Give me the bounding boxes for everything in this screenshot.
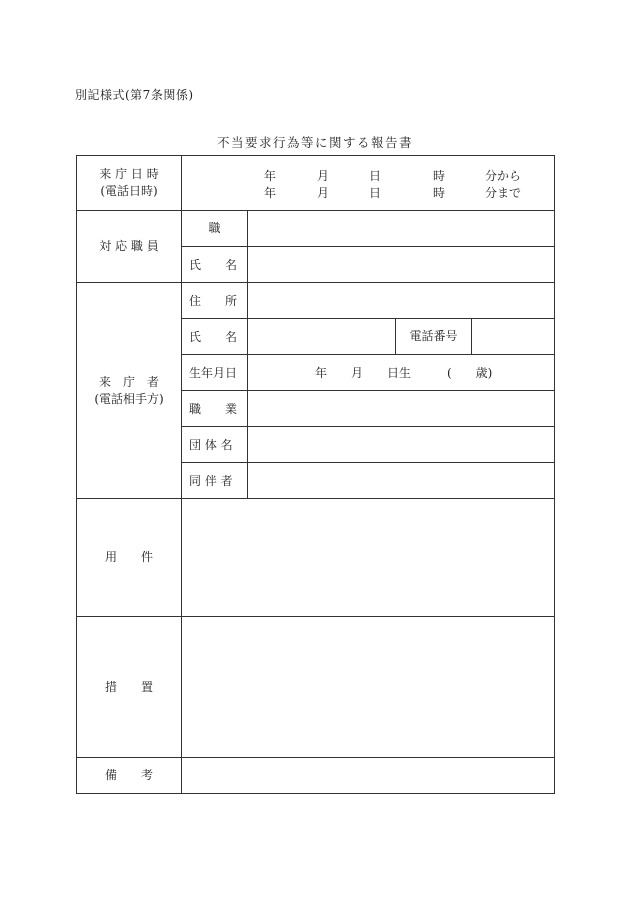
visitor-group-field[interactable]	[248, 427, 555, 463]
visitor-birth-label-cell	[182, 355, 248, 391]
visitor-address-row	[77, 283, 555, 319]
measures-row	[77, 617, 555, 758]
to-month: 月	[317, 185, 330, 200]
measures-label-cell	[77, 617, 182, 758]
visitor-name-field[interactable]	[248, 319, 396, 355]
staff-name-field[interactable]	[248, 247, 555, 283]
matter-label: 用 件	[104, 550, 153, 564]
from-year: 年	[264, 168, 277, 183]
from-day: 日	[369, 168, 382, 183]
visitor-group-label: 団 体 名	[189, 438, 233, 452]
visitor-occupation-label: 職 業	[189, 402, 238, 416]
matter-label-cell	[77, 499, 182, 617]
visitor-phone-label: 電話番号	[409, 329, 458, 343]
visitor-birth-field[interactable]	[248, 355, 555, 391]
datetime-grid	[182, 157, 554, 210]
visitor-occupation-label-cell	[182, 391, 248, 427]
measures-label: 措 置	[104, 679, 153, 694]
visitor-companion-label-cell	[182, 463, 248, 499]
visitor-birth-value: 年 月 日生 ( 歳)	[315, 366, 493, 380]
page-title: 不当要求行為等に関する報告書	[216, 135, 413, 150]
staff-label: 対 応 職 員	[99, 239, 159, 253]
visitor-companion-label: 同 伴 者	[189, 474, 233, 488]
visitor-group-label-cell	[182, 427, 248, 463]
visitor-name-label: 氏 名	[189, 330, 238, 344]
to-day: 日	[369, 185, 382, 200]
from-month: 月	[317, 168, 330, 183]
remarks-row	[77, 758, 555, 794]
to-year: 年	[264, 185, 277, 200]
visit-datetime-field[interactable]	[182, 156, 555, 211]
staff-position-row	[77, 211, 555, 247]
measures-field[interactable]	[182, 617, 555, 758]
staff-name-label: 氏 名	[189, 258, 238, 272]
from-hour: 時	[433, 168, 446, 183]
visit-datetime-row	[77, 156, 555, 211]
matter-field[interactable]	[182, 499, 555, 617]
to-hour: 時	[433, 185, 446, 200]
visit-datetime-label-cell	[77, 156, 182, 211]
from-minute: 分から	[485, 168, 522, 183]
visitor-companion-field[interactable]	[248, 463, 555, 499]
visitor-occupation-field[interactable]	[248, 391, 555, 427]
visitor-birth-label: 生年月日	[189, 366, 238, 380]
form-style-label: 別記様式(第7条関係)	[75, 88, 194, 102]
visitor-address-label-cell	[182, 283, 248, 319]
staff-position-field[interactable]	[248, 211, 555, 247]
phone-datetime-label: (電話日時)	[100, 184, 158, 198]
staff-position-label: 職	[208, 221, 221, 235]
visit-datetime-label: 来 庁 日 時	[99, 167, 159, 181]
to-minute: 分まで	[485, 185, 522, 200]
staff-position-label-cell	[182, 211, 248, 247]
matter-row	[77, 499, 555, 617]
staff-name-label-cell	[182, 247, 248, 283]
visitor-name-label-cell	[182, 319, 248, 355]
remarks-label-cell	[77, 758, 182, 794]
visitor-phone-label-cell	[396, 319, 472, 355]
report-form-table	[76, 155, 555, 794]
visitor-address-label: 住 所	[189, 294, 238, 308]
phone-party-label: (電話相手方)	[94, 391, 164, 406]
visitor-phone-field[interactable]	[472, 319, 555, 355]
visitor-address-field[interactable]	[248, 283, 555, 319]
visitor-label-cell	[77, 283, 182, 499]
staff-label-cell	[77, 211, 182, 283]
remarks-field[interactable]	[182, 758, 555, 794]
remarks-label: 備 考	[104, 768, 153, 782]
visitor-label: 来 庁 者	[98, 374, 159, 389]
